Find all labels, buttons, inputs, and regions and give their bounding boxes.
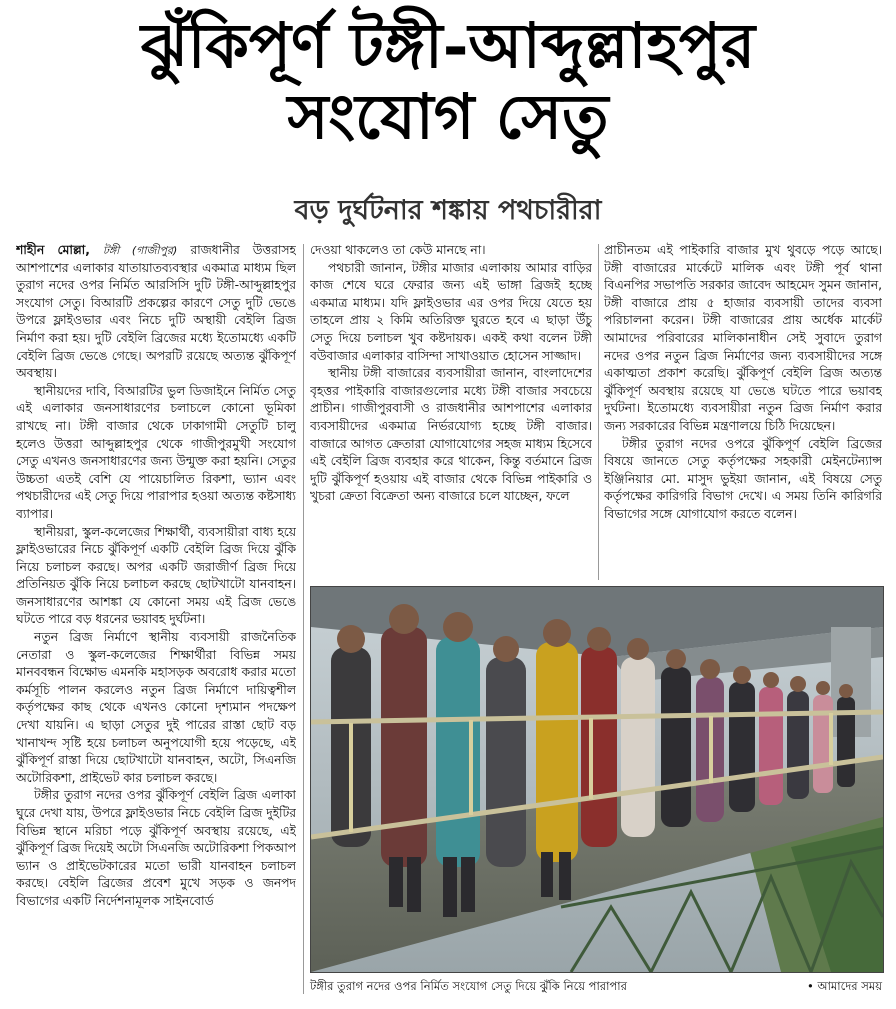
paragraph-text: রাজধানীর উত্তরাসহ আশপাশের এলাকার যাতায়াতব্যবস্থার একমাত্র মাধ্যম ছিল তুরাগ নদের ওপর নির্মিত আরসিসি দুটি টঙ্গী-আব্দুল্লাহপুর সংযোগ সেতু। বিআরটি প্রকল্পের কারণে সেতু দুটি ভেঙে উপরে ফ্লাইওভার এবং নিচে দুটি অস্থায়ী বেইলি ব্রিজ নির্মাণ করা হয়। দুটি বেইলি ব্রিজের মধ্যে ইতোমধ্যে একটি বেইলি ব্রিজ ভেঙে গেছে। অপরটি রয়েছে অত্যন্ত ঝুঁকিপূর্ণ অবস্থায়। [16, 243, 296, 381]
article-paragraph: স্থানীয়দের দাবি, বিআরটির ভুল ডিজাইনে নির্মিত সেতু এই এলাকার জনসাধারণের চলাচলে কোনো ভূমিকা রাখছে না। টঙ্গী বাজার থেকে ঢাকাগামী সেতুটি চালু হলেও উত্তরা আব্দুল্লাহপুর থেকে গাজীপুরমুখী সংযোগ সেতু এখনও জনসাধারণের জন্য উন্মুক্ত করা হয়নি। সেতুর উচ্চতা এতই বেশি যে পায়েচালিত রিকশা, ভ্যান এবং পথচারীদের এই সেতু দিয়ে পারাপার হওয়া অত্যন্ত কষ্টসাধ্য ব্যাপার। [16, 383, 296, 521]
article-paragraph: প্রাচীনতম এই পাইকারি বাজার মুখ থুবড়ে পড়ে আছে। টঙ্গী বাজারের মার্কেটে মালিক এবং টঙ্গী পূর্ব থানা বিএনপির সভাপতি সরকার জাবেদ আহমেদ সুমন জানান, টঙ্গী বাজারে প্রায় ৫ হাজার ব্যবসায়ী তাদের ব্যবসা পরিচালনা করেন। টঙ্গী বাজারের প্রায় অর্ধেক মার্কেট আমাদের পরিবারের মালিকানাধীন সেই সুবাদে তুরাগ নদের ওপর নতুন ব্রিজ নির্মাণের জন্য ব্যবসায়ীদের সঙ্গে একাত্মতা প্রকাশ করেছি। ঝুঁকিপূর্ণ বেইলি ব্রিজ অত্যন্ত ঝুঁকিপূর্ণ অবস্থায় রয়েছে যা ভেঙে ঘটতে পারে ভয়াবহ দুর্ঘটনা। ইতোমধ্যে ব্যবসায়ীরা নতুন ব্রিজ নির্মাণ করার জন্য সরকারের বিভিন্ন মন্ত্রণালয়ে চিঠি দিয়েছেন। [604, 243, 882, 433]
subheadline: বড় দুর্ঘটনার শঙ্কায় পথচারীরা [294, 195, 602, 226]
article-paragraph: টঙ্গীর তুরাগ নদের ওপরে ঝুঁকিপূর্ণ বেইলি ব্রিজের বিষয়ে জানতে সেতু কর্তৃপক্ষের সহকারী মেইনটেন্যান্স ইঞ্জিনিয়ার মো. মাসুদ ভুইয়া জানান, এই বিষয়ে সেতু কর্তৃপক্ষের কারিগরি বিভাগ দেখে। এ সময় তিনি কারিগরি বিভাগের সঙ্গে যোগাযোগ করতে বলেন। [604, 436, 882, 521]
article-paragraph [16, 242, 296, 383]
byline-place: টঙ্গী (গাজীপুর) [102, 244, 178, 257]
headline [0, 10, 896, 153]
article-paragraph: পথচারী জানান, টঙ্গীর মাজার এলাকায় আমার বাড়ির কাজ শেষে ঘরে ফেরার জন্য এই ভাঙ্গা ব্রিজই হচ্ছে একমাত্র মাধ্যম। যদি ফ্লাইওভার এর ওপর দিয়ে যেতে হয় তাহলে প্রায় ২ কিমি অতিরিক্ত ঘুরতে হবে এ ছাড়া উঁচু সেতু দিয়ে চলাচল খুব কষ্টদায়ক। একই কথা বলেন টঙ্গী বউবাজার এলাকার বাসিন্দা সাখাওয়াত হোসেন সাজ্জাদ। [310, 260, 592, 363]
headline-line-2: সংযোগ সেতু [287, 80, 609, 154]
news-photo [310, 586, 884, 973]
bridge-crowd-photo [311, 587, 883, 972]
headline-line-1: ঝুঁকিপূর্ণ টঙ্গী-আব্দুল্লাহপুর [140, 9, 756, 82]
article-paragraph: দেওয়া থাকলেও তা কেউ মানছে না। [310, 243, 486, 257]
photo-credit: • আমাদের সময় [807, 979, 882, 993]
byline-name: শাহীন মোল্লা, [16, 243, 90, 257]
article-paragraph: স্থানীয়রা, স্কুল-কলেজের শিক্ষার্থী, ব্যবসায়ীরা বাধ্য হয়ে ফ্লাইওভারের নিচে ঝুঁকিপূর্ণ একটি বেইলি ব্রিজ দিয়ে ঝুঁকি নিয়ে চলাচল করছে। অপর একটি জরাজীর্ণ ব্রিজ দিয়ে প্রতিনিয়ত ঝুঁকি নিয়ে চলাচল করছে ছোটখাটো যানবাহন। জনসাধারণের আশঙ্কা যে কোনো সময় এই ব্রিজ ভেঙে ঘটতে পারে বড় ধরনের ভয়াবহ দুর্ঘটনা। [16, 524, 296, 627]
column-divider [303, 244, 304, 994]
article-paragraph: নতুন ব্রিজ নির্মাণে স্থানীয় ব্যবসায়ী রাজনৈতিক নেতারা ও স্কুল-কলেজের শিক্ষার্থীরা বিভিন্ন সময় মানববন্ধন বিক্ষোভ এমনকি মহাসড়ক অবরোধ করার মতো কর্মসূচি পালন করলেও নতুন ব্রিজ নির্মাণে দায়িত্বশীল কর্তৃপক্ষের কাছ থেকে এখনও কোনো দৃশ্যমান পদক্ষেপ দেখা যায়নি। এ ছাড়া সেতুর দুই পারের রাস্তা ছোট বড় খানাখন্দ সৃষ্টি হয়ে চলাচল অনুপযোগী হয়ে পড়েছে, এই ঝুঁকিপূর্ণ রাস্তা দিয়ে ছোটখাটো যানবাহন, অটো, সিএনজি অটোরিকশা, প্রাইভেট কার চলাচল করছে। [16, 630, 296, 785]
column-divider [598, 244, 599, 580]
article-column-3 [604, 242, 882, 582]
article-paragraph: টঙ্গীর তুরাগ নদের ওপর ঝুঁকিপূর্ণ বেইলি ব্রিজ এলাকা ঘুরে দেখা যায়, উপরে ফ্লাইওভার নিচে বেইলি ব্রিজ দুইটির বিভিন্ন স্থানে মরিচা পড়ে ঝুঁকিপূর্ণ অবস্থায় রয়েছে, এই ঝুঁকিপূর্ণ ব্রিজ দিয়েই অটো সিএনজি অটোরিকশা পিকআপ ভ্যান ও প্রাইভেটকারের মতো ভারী যানবাহন চলাচল করছে। বেইলি ব্রিজের প্রবেশ মুখে সড়ক ও জনপদ বিভাগের একটি নির্দেশনামূলক সাইনবোর্ড [16, 788, 296, 908]
article-paragraph: স্থানীয় টঙ্গী বাজারের ব্যবসায়ীরা জানান, বাংলাদেশের বৃহত্তর পাইকারি বাজারগুলোর মধ্যে টঙ্গী বাজার সবচেয়ে প্রাচীন। গাজীপুরবাসী ও রাজধানীর আশপাশের এলাকার ব্যবসায়ীদের একমাত্র নির্ভরযোগ্য হচ্ছে টঙ্গী বাজার। বাজারে আগত ক্রেতারা যোগাযোগের সহজ মাধ্যম হিসেবে এই বেইলি ব্রিজ ব্যবহার করে থাকেন, কিন্তু বর্তমানে ব্রিজ দুটি ঝুঁকিপূর্ণ হওয়ায় এই বাজার থেকে বিভিন্ন পাইকারি ও খুচরা ক্রেতা বিক্রেতা অন্য বাজারে চলে যাচ্ছেন, ফলে [310, 366, 592, 504]
article-column-1 [16, 242, 296, 994]
caption-text: টঙ্গীর তুরাগ নদের ওপর নির্মিত সংযোগ সেতু দিয়ে ঝুঁকি নিয়ে পারাপার [310, 979, 627, 993]
article-column-2 [310, 242, 592, 582]
